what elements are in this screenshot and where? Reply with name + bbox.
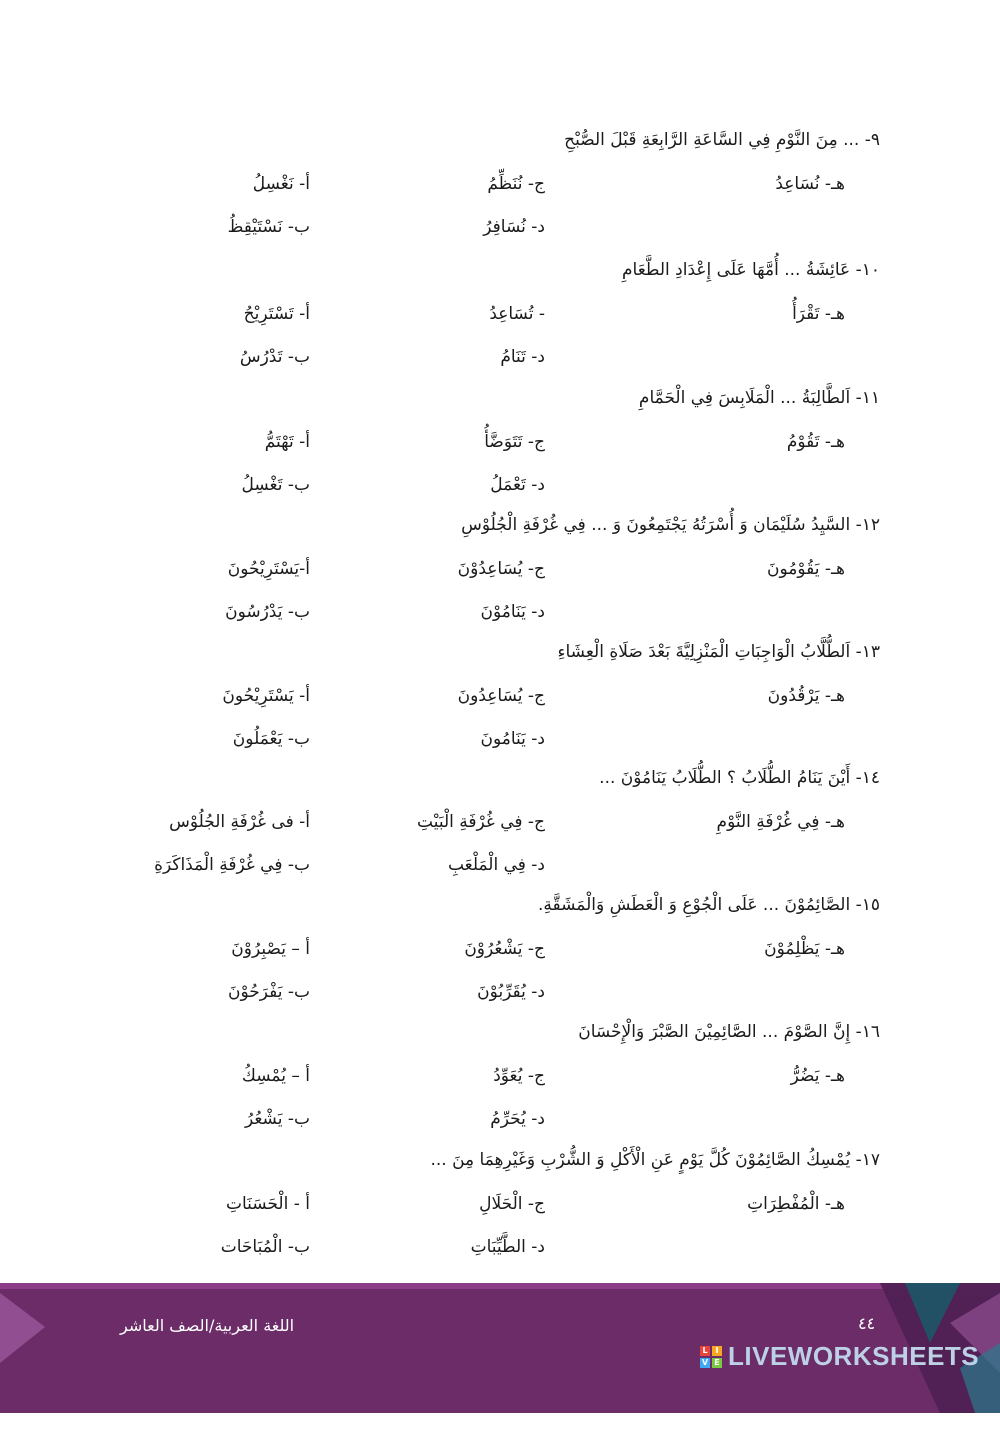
liveworksheets-logo-icon: [700, 1346, 722, 1368]
option-d[interactable]: د- الطَّيِّبَاتِ: [470, 1237, 545, 1257]
option-d[interactable]: د- يُحَرِّمُ: [490, 1109, 545, 1129]
logo-letter-i: I: [712, 1346, 722, 1356]
question-title: ١٧- يُمْسِكُ الصَّائِمُوْنَ كُلَّ يَوْمٍ عَنِ الْأَكْلِ وَ الشُّرْبِ وَغَيْرِهِمَا مِنَ ...: [430, 1150, 880, 1170]
option-b[interactable]: ب- الْمُبَاحَات: [220, 1237, 310, 1257]
option-a[interactable]: أ- يَسْتَرِيْحُونَ: [222, 686, 310, 706]
option-d[interactable]: د- يَنَامُونَ: [480, 729, 545, 749]
option-c[interactable]: ج- يُعَوِّدُ: [493, 1066, 545, 1086]
logo-letter-l: L: [700, 1346, 710, 1356]
option-a[interactable]: أ-يَسْتَرِيْحُونَ: [227, 559, 310, 579]
option-c[interactable]: ج- يُسَاعِدُونَ: [457, 686, 545, 706]
question-title: ٩- ... مِنَ النَّوْمِ فِي السَّاعَةِ الرَّابِعَةِ قَبْلَ الصُّبْحِ: [564, 130, 880, 150]
option-b[interactable]: ب- تَغْسِلُ: [241, 475, 310, 495]
option-b[interactable]: ب- يَفْرَحُوْنَ: [227, 982, 310, 1002]
option-c[interactable]: ج- فِي غُرْفَةِ الْبَيْتِ: [417, 812, 545, 832]
option-a[interactable]: أ- نَغْسِلُ: [252, 174, 310, 194]
option-a[interactable]: أ – يُمْسِكُ: [241, 1066, 310, 1086]
option-c[interactable]: ج- يَشْعُرُوْنَ: [464, 939, 545, 959]
question-title: ١٢- السَّيِدُ سُلَيْمَان وَ أُسْرَتُهُ يَجْتَمِعُونَ وَ ... فِي غُرْفَةِ الْجُلُوْسِ: [461, 515, 880, 535]
liveworksheets-text: LIVEWORKSHEETS: [728, 1341, 980, 1371]
option-b[interactable]: ب- يَعْمَلُونَ: [232, 729, 310, 749]
option-e[interactable]: هـ- يَظْلِمُوْنَ: [764, 939, 845, 959]
option-e[interactable]: هـ- تَقْرَأُ: [792, 304, 845, 324]
option-c[interactable]: ج- يُسَاعِدُوْنَ: [457, 559, 545, 579]
question-title: ١٠- عَائِشَةُ ... أُمَّهَا عَلَى إِعْدَادِ الطَّعَامِ: [622, 260, 880, 280]
question-title: ١٤- أَيْنَ يَنَامُ الطُّلَابُ ؟ الطُّلَابُ يَنَامُوْنَ ...: [599, 768, 880, 788]
option-e[interactable]: هـ- يَضُرُّ: [790, 1066, 845, 1086]
option-a[interactable]: أ- فى غُرْفَةِ الجُلُوْس: [169, 812, 310, 832]
option-a[interactable]: أ- تَسْتَرِيْحُ: [243, 304, 310, 324]
logo-letter-v: V: [701, 1357, 709, 1367]
option-b[interactable]: ب- يَشْعُرُ: [244, 1109, 310, 1129]
option-d[interactable]: د- تَنَامُ: [500, 347, 545, 367]
option-d[interactable]: د- يُقَرِّبُوْنَ: [477, 982, 545, 1002]
option-a[interactable]: أ - الْحَسَنَاتِ: [225, 1194, 310, 1214]
option-e[interactable]: هـ- يَرْقُدُونَ: [767, 686, 845, 706]
logo-letter-e: E: [712, 1358, 722, 1368]
footer-title: اللغة العربية/الصف العاشر: [120, 1316, 295, 1335]
option-e[interactable]: هـ- الْمُفْطِرَاتِ: [747, 1194, 845, 1214]
question-title: ١٦- إِنَّ الصَّوْمَ ... الصَّائِمِيْنَ الصَّبْرَ وَالْإِحْسَانَ: [578, 1022, 880, 1042]
question-title: ١٣- اَلطُّلَّابُ الْوَاجِبَاتِ الْمَنْزِلِيَّةَ بَعْدَ صَلَاةِ الْعِشَاءِ: [557, 642, 880, 662]
page-footer: [0, 1283, 1000, 1413]
option-e[interactable]: هـ- فِي غُرْفَةِ النَّوْمِ: [716, 812, 845, 832]
option-d[interactable]: د- نُسَافِرُ: [483, 217, 545, 237]
question-title: ١٥- الصَّائِمُوْنَ ... عَلَى الْجُوْعِ وَ الْعَطَشِ وَالْمَشَقَّةِ.: [538, 895, 880, 915]
option-c[interactable]: ج- تَتَوَضَّأُ: [484, 432, 545, 452]
option-b[interactable]: ب- تَدْرُسُ: [239, 347, 310, 367]
option-a[interactable]: أ- تَهْتَمُّ: [264, 432, 310, 452]
left-triangle-icon: [0, 1293, 45, 1363]
liveworksheets-watermark: [700, 1341, 979, 1372]
page-number: ٤٤: [858, 1314, 876, 1333]
option-c[interactable]: ج- الْحَلَالِ: [479, 1194, 545, 1214]
option-e[interactable]: هـ- يَقُوْمُونَ: [767, 559, 845, 579]
option-b[interactable]: ب- نَسْتَيْقِظُ: [227, 217, 310, 237]
option-c[interactable]: - تُسَاعِدُ: [489, 304, 545, 324]
option-e[interactable]: هـ- تَقُوْمُ: [786, 432, 845, 452]
option-c[interactable]: ج- نُنَظِّمُ: [487, 174, 545, 194]
option-d[interactable]: د- تَعْمَلُ: [490, 475, 545, 495]
option-d[interactable]: د- فِي الْمَلْعَبِ: [447, 855, 545, 875]
option-b[interactable]: ب- يَدْرُسُونَ: [225, 602, 310, 622]
option-d[interactable]: د- يَنَامُوْنَ: [480, 602, 545, 622]
option-b[interactable]: ب- فِي غُرْفَةِ الْمَذَاكَرَةِ: [154, 855, 310, 875]
question-title: ١١- اَلطَّالِبَةُ ... الْمَلَابِسَ فِي الْحَمَّامِ: [638, 388, 880, 408]
option-e[interactable]: هـ- نُسَاعِدُ: [775, 174, 845, 194]
option-a[interactable]: أ – يَصْبِرُوْنَ: [231, 939, 310, 959]
